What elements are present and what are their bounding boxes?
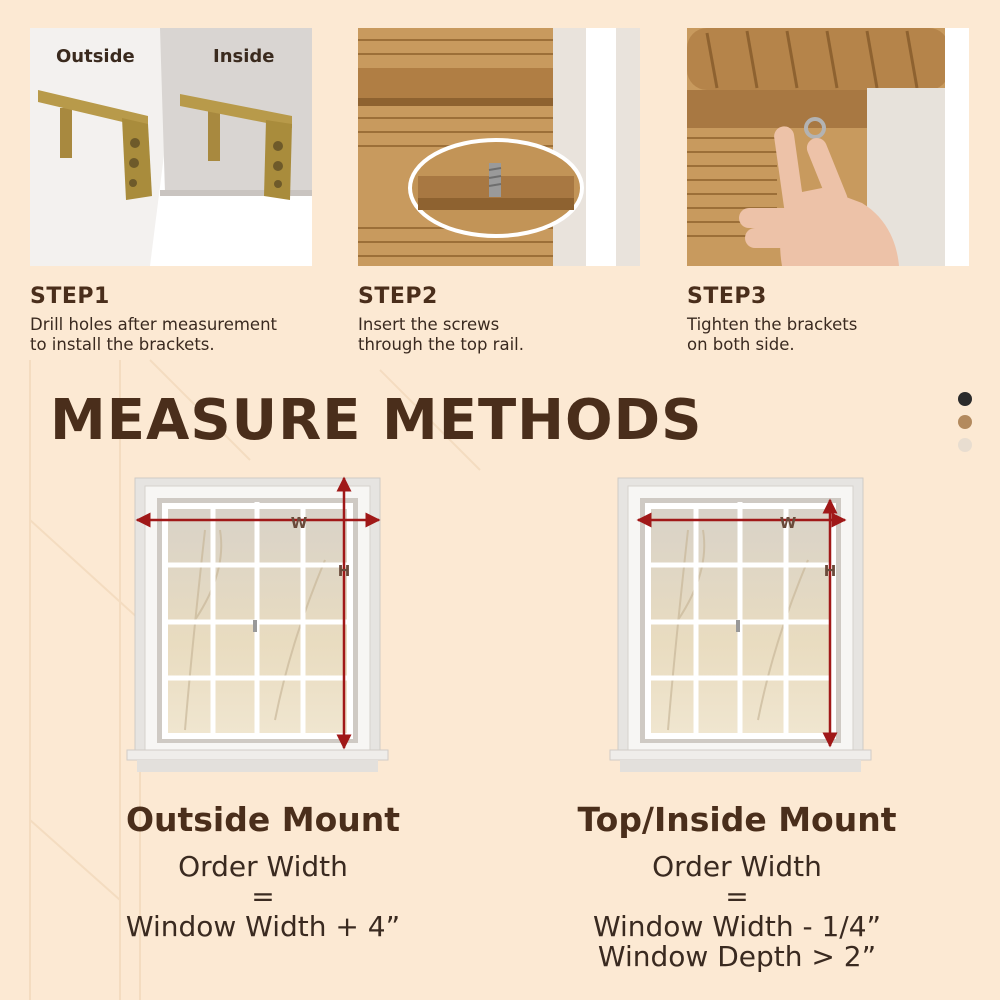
hand-tightening-illustration	[687, 28, 969, 266]
screw-rail-illustration	[358, 28, 640, 266]
step-3	[687, 28, 969, 355]
step-3-photo	[687, 28, 969, 266]
step-desc-line: Insert the screws	[358, 315, 500, 334]
step-description	[30, 315, 320, 355]
outside-mount-window-diagram	[125, 470, 390, 775]
inside-formula: Window Width - 1/4”	[592, 910, 882, 943]
step-1	[30, 28, 312, 355]
inside-order-width: Order Width	[652, 850, 822, 883]
step-desc-line: through the top rail.	[358, 335, 524, 354]
width-label: W	[779, 514, 797, 532]
inside-mount-window-diagram	[608, 470, 873, 775]
inside-mount-title: Top/Inside Mount	[577, 800, 897, 839]
height-label: H	[337, 562, 351, 580]
step-2	[358, 28, 640, 355]
height-label: H	[823, 562, 837, 580]
step-1-photo	[30, 28, 312, 266]
step-desc-line: Drill holes after measurement	[30, 315, 278, 334]
outside-equals: =	[251, 880, 275, 913]
outside-photo-label: Outside	[56, 46, 135, 67]
step-description	[358, 315, 648, 355]
inside-photo-label: Inside	[213, 46, 275, 67]
step-title: STEP3	[687, 284, 767, 309]
outside-formula: Window Width + 4”	[125, 910, 401, 943]
step-title: STEP1	[30, 284, 110, 309]
step-desc-line: to install the brackets.	[30, 335, 215, 354]
step-description	[687, 315, 977, 355]
step-title: STEP2	[358, 284, 438, 309]
step-desc-line: Tighten the brackets	[687, 315, 858, 334]
outside-mount-title: Outside Mount	[125, 800, 401, 839]
outside-order-width: Order Width	[178, 850, 348, 883]
inside-depth-requirement: Window Depth > 2”	[597, 940, 877, 973]
step-2-photo	[358, 28, 640, 266]
pager-dot[interactable]	[958, 438, 972, 452]
width-label: W	[290, 514, 308, 532]
measure-methods-heading: MEASURE METHODS	[50, 388, 703, 453]
inside-equals: =	[725, 880, 749, 913]
step-desc-line: on both side.	[687, 335, 795, 354]
pager-dots	[958, 392, 972, 461]
pager-dot[interactable]	[958, 415, 972, 429]
pager-dot[interactable]	[958, 392, 972, 406]
